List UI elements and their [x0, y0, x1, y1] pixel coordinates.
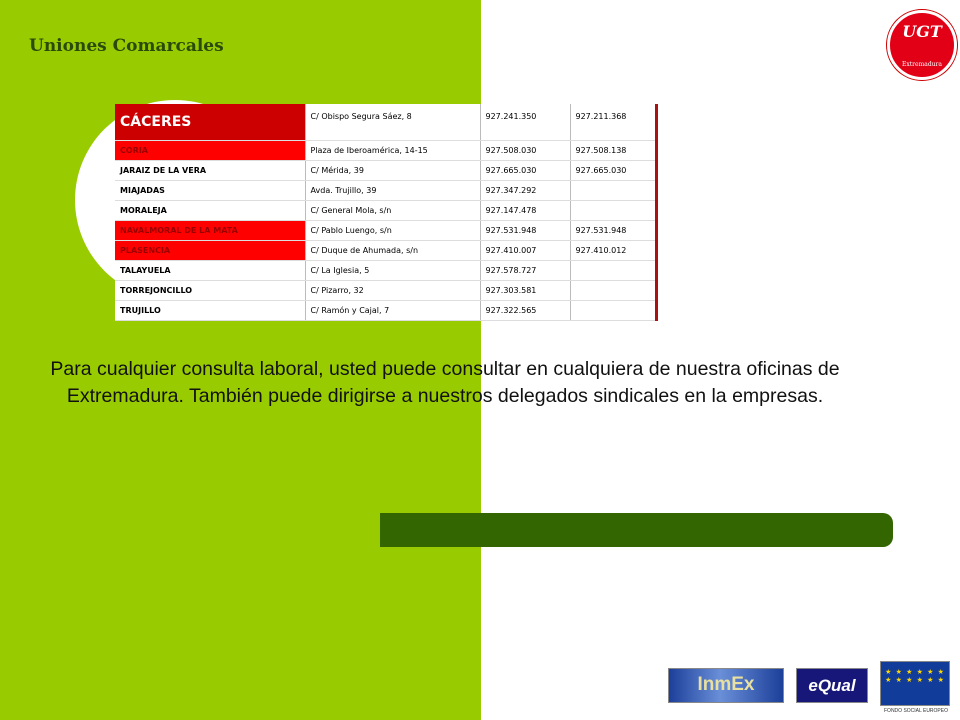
eu-flag-logo	[880, 661, 950, 706]
office-name: MORALEJA	[115, 200, 305, 220]
office-address: C/ General Mola, s/n	[305, 200, 480, 220]
inmex-logo	[668, 668, 784, 703]
office-phone: 927.531.948	[480, 220, 570, 240]
office-fax	[570, 180, 656, 200]
office-name: CORIA	[115, 140, 305, 160]
office-phone: 927.410.007	[480, 240, 570, 260]
office-phone: 927.303.581	[480, 280, 570, 300]
table-row	[115, 200, 656, 220]
office-name: PLASENCIA	[115, 240, 305, 260]
table-row	[115, 180, 656, 200]
office-fax: 927.508.138	[570, 140, 656, 160]
office-fax	[570, 280, 656, 300]
logo-text: UGT	[902, 22, 942, 41]
office-name: TORREJONCILLO	[115, 280, 305, 300]
eu-caption: FONDO SOCIAL EUROPEO	[884, 708, 948, 714]
office-phone: 927.665.030	[480, 160, 570, 180]
table-row	[115, 220, 656, 240]
office-phone: 927.347.292	[480, 180, 570, 200]
office-fax: 927.211.368	[570, 104, 656, 140]
office-name: TALAYUELA	[115, 260, 305, 280]
office-address: C/ Pablo Luengo, s/n	[305, 220, 480, 240]
office-fax	[570, 260, 656, 280]
office-phone: 927.322.565	[480, 300, 570, 320]
office-fax	[570, 200, 656, 220]
equal-logo	[796, 668, 868, 703]
office-phone: 927.578.727	[480, 260, 570, 280]
office-address: Plaza de Iberoamérica, 14-15	[305, 140, 480, 160]
logo-subtext: Extremadura	[901, 61, 942, 68]
ugt-logo	[887, 10, 957, 80]
office-phone: 927.147.478	[480, 200, 570, 220]
office-name: TRUJILLO	[115, 300, 305, 320]
office-phone: 927.508.030	[480, 140, 570, 160]
table-header-row	[115, 104, 656, 140]
office-name: NAVALMORAL DE LA MATA	[115, 220, 305, 240]
table-row	[115, 160, 656, 180]
office-address: C/ Ramón y Cajal, 7	[305, 300, 480, 320]
eu-stars-icon: ★ ★ ★ ★ ★ ★ ★ ★ ★ ★ ★ ★	[885, 668, 945, 684]
office-name: JARAIZ DE LA VERA	[115, 160, 305, 180]
table-row	[115, 300, 656, 320]
office-name: MIAJADAS	[115, 180, 305, 200]
offices-table	[115, 104, 658, 321]
info-paragraph: Para cualquier consulta laboral, usted puede consultar en cualquiera de nuestra oficinas de Extremadura. También puede dirigirse a nuestros delegados sindicales en la empresas.	[50, 358, 840, 407]
table-row	[115, 140, 656, 160]
table-row	[115, 240, 656, 260]
office-fax: 927.410.012	[570, 240, 656, 260]
office-phone: 927.241.350	[480, 104, 570, 140]
office-address: Avda. Trujillo, 39	[305, 180, 480, 200]
office-fax: 927.531.948	[570, 220, 656, 240]
equal-logo-text: eQual	[808, 676, 856, 695]
table-row	[115, 260, 656, 280]
office-address: C/ La Iglesia, 5	[305, 260, 480, 280]
table-row	[115, 280, 656, 300]
office-fax	[570, 300, 656, 320]
office-name: CÁCERES	[115, 104, 305, 140]
office-address: C/ Mérida, 39	[305, 160, 480, 180]
office-address: C/ Obispo Segura Sáez, 8	[305, 104, 480, 140]
decorative-bar	[380, 513, 893, 547]
office-address: C/ Duque de Ahumada, s/n	[305, 240, 480, 260]
office-address: C/ Pizarro, 32	[305, 280, 480, 300]
inmex-logo-text: InmEx	[697, 674, 755, 695]
office-fax: 927.665.030	[570, 160, 656, 180]
page-title: Uniones Comarcales	[29, 36, 224, 56]
